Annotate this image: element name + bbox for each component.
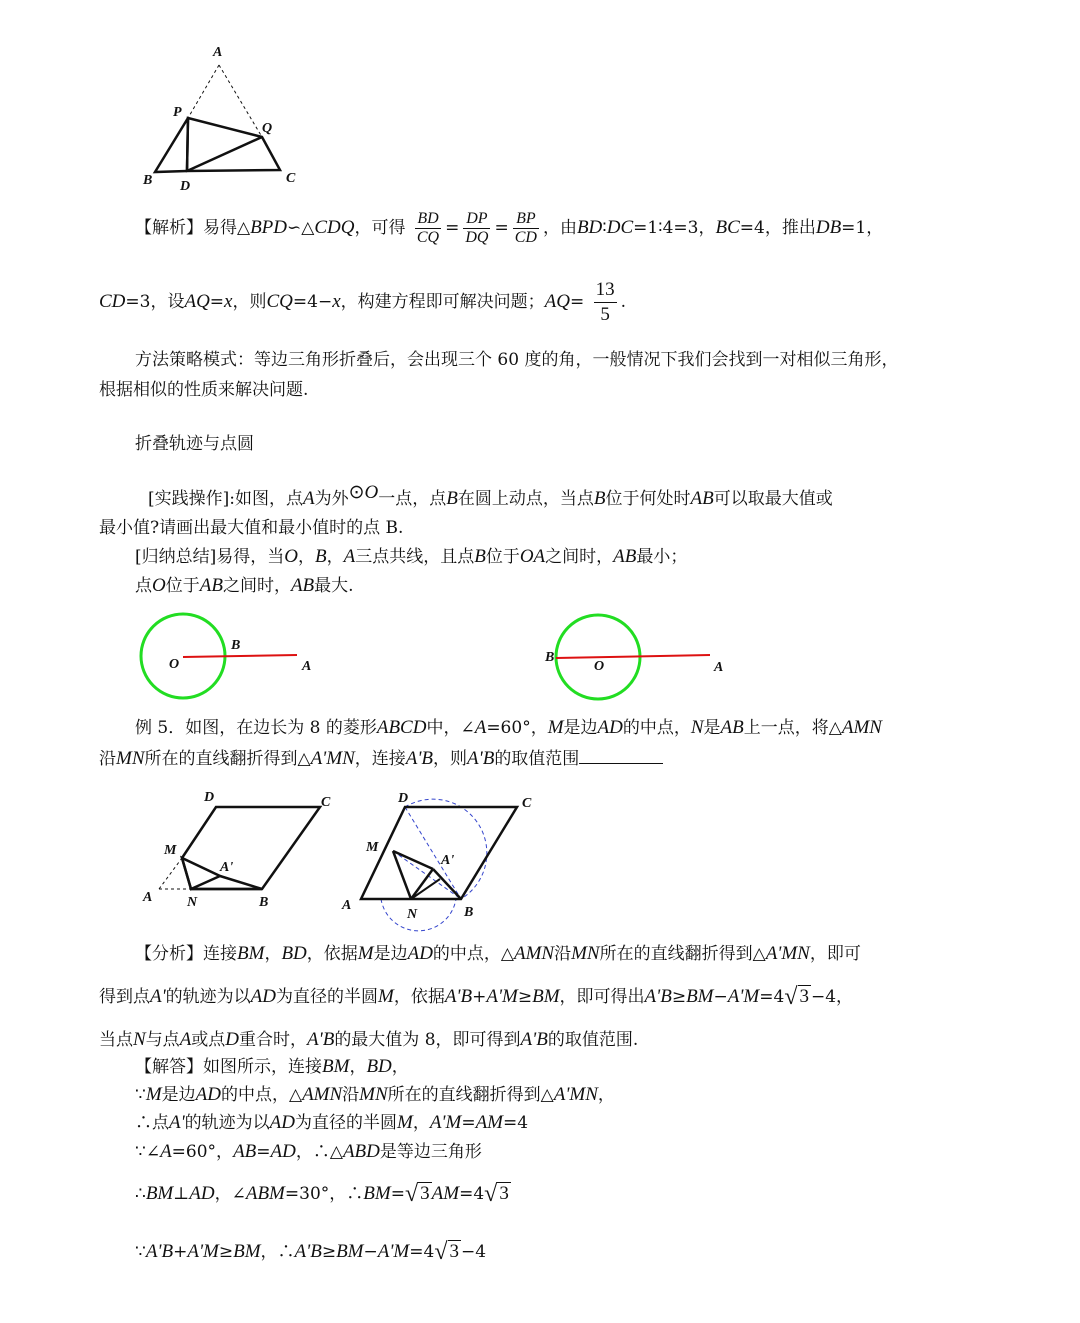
label-C: C: [321, 795, 331, 810]
solution-line-2: ∵M是边AD的中点，△AMN沿MN所在的直线翻折得到△A'MN，: [135, 1084, 615, 1105]
solution-line-1: 【解答】如图所示，连接BM，BD，: [135, 1056, 409, 1077]
practice-line-1: [实践操作]:如图，点A为外⊙O一点，点B在圆上动点，当点B位于何处时AB可以取最大值或: [148, 481, 833, 509]
label-O: O: [594, 659, 605, 674]
label-M: M: [366, 840, 379, 855]
fraction-dp-dq: $\frac{DP}{DQ}$: [465, 210, 489, 246]
label-B: B: [259, 895, 269, 910]
analysis-line-2: CD=3，设AQ=x，则CQ=4−x，构建方程即可解决问题；AQ= $\frac{13}{5}$ .: [99, 279, 627, 325]
solution-line-5: ∴BM⊥AD，∠ABM=30°，∴BM=√ 3 AM=4√ 3: [135, 1181, 509, 1207]
label-A-prime: A': [441, 853, 455, 868]
label-P: P: [173, 105, 182, 120]
fraction-bd-cq: $\frac{BD}{CQ}$: [416, 210, 440, 246]
label-O: O: [169, 657, 180, 672]
sqrt-3: √ 3: [784, 984, 809, 1010]
label-B: B: [143, 173, 153, 188]
label-C: C: [286, 171, 296, 186]
analysis2-line-2: 得到点A'的轨迹为以AD为直径的半圆M，依据A'B+A'M≥BM，即可得出A'B≥BM−A'M=4√ 3 −4，: [99, 984, 854, 1010]
solution-line-4: ∵∠A=60°，AB=AD，∴△ABD是等边三角形: [135, 1141, 482, 1162]
label-B: B: [231, 638, 241, 653]
practice-line-2: 最小值?请画出最大值和最小值时的点 B.: [99, 518, 404, 538]
label-N: N: [187, 895, 198, 910]
segment-oa: [183, 655, 297, 657]
label-B: B: [545, 650, 555, 665]
section-title: 折叠轨迹与点圆: [135, 434, 254, 454]
label-Q: Q: [262, 121, 273, 136]
figure-triangle-fold: [135, 38, 310, 198]
example5-line-2: 沿MN所在的直线翻折得到△A'MN，连接A'B，则A'B的取值范围: [99, 745, 663, 771]
segment-ba: [556, 655, 710, 658]
label-D: D: [204, 790, 215, 805]
label-D: D: [398, 791, 409, 806]
label-M: M: [164, 843, 177, 858]
label-A: A: [143, 890, 153, 905]
answer-blank[interactable]: [579, 745, 663, 764]
label-A: A: [714, 660, 724, 675]
figure-circle-max: [540, 610, 740, 705]
sqrt-3: √ 3: [434, 1239, 459, 1265]
summary-line-1: [归纳总结]易得，当O，B，A三点共线，且点B位于OA之间时，AB最小；: [135, 546, 688, 567]
analysis2-line-1: 【分析】连接BM，BD，依据M是边AD的中点，△AMN沿MN所在的直线翻折得到△A'MN，即可: [135, 943, 861, 964]
fraction-13-5: $\frac{13}{5}$: [595, 279, 615, 325]
sqrt-3: √ 3: [484, 1181, 509, 1207]
method-line-1: 方法策略模式：等边三角形折叠后，会出现三个 60 度的角，一般情况下我们会找到一对相似三角形，: [135, 350, 899, 370]
method-line-2: 根据相似的性质来解决问题.: [99, 380, 309, 400]
sqrt-3: √ 3: [404, 1181, 430, 1207]
figure-rhombus-locus: [335, 785, 545, 925]
label-B: B: [464, 905, 474, 920]
label-N: N: [407, 907, 418, 922]
label-A: A: [302, 659, 312, 674]
label-A: A: [213, 45, 223, 60]
label-A-prime: A': [220, 860, 234, 875]
fraction-bp-cd: $\frac{BP}{CD}$: [514, 210, 537, 246]
label-D: D: [180, 179, 191, 194]
solution-line-3: ∴点A'的轨迹为以AD为直径的半圆M，A'M=AM=4: [135, 1112, 529, 1133]
figure-rhombus-fold: [135, 785, 345, 915]
summary-line-2: 点O位于AB之间时，AB最大.: [135, 575, 354, 596]
circle-dot-symbol: ⊙: [348, 481, 365, 503]
figure-circle-min: [130, 610, 330, 705]
analysis2-line-3: 当点N与点A或点D重合时，A'B的最大值为 8，即可得到A'B的取值范围.: [99, 1029, 639, 1050]
example5-line-1: 例 5．如图，在边长为 8 的菱形ABCD中，∠A=60°，M是边AD的中点，N是AB上一点，将△AMN: [135, 717, 882, 738]
label-A: A: [342, 898, 352, 913]
solution-line-6: ∵A'B+A'M≥BM，∴A'B≥BM−A'M=4√ 3 −4: [135, 1239, 487, 1265]
analysis-line-1: 【解析】易得△BPD∽△CDQ，可得 $\frac{BD}{CQ}$ = $\frac{DP}{DQ}$ = $\frac{BP}{CD}$ ，由BD∶DC=1∶4=3，BC=4，推出DB=1，: [135, 210, 884, 246]
label-C: C: [522, 796, 532, 811]
